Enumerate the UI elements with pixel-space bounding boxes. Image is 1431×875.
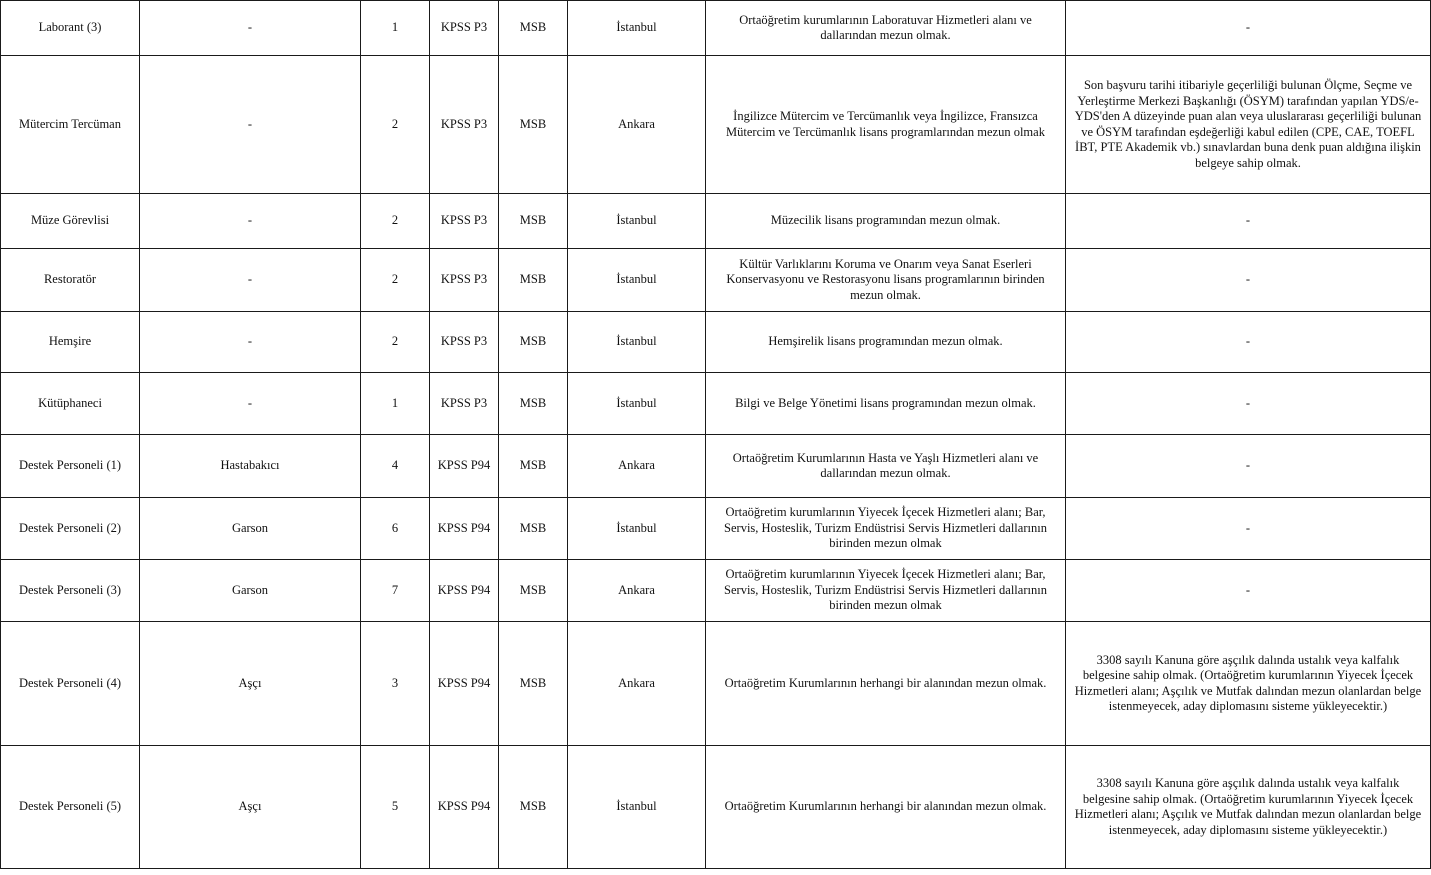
kpss-score-type-cell: KPSS P94 <box>430 498 499 560</box>
education-requirement-cell: Ortaöğretim kurumlarının Laboratuvar Hizmetleri alanı ve dallarından mezun olmak. <box>706 1 1066 56</box>
kpss-score-type-cell: KPSS P3 <box>430 312 499 373</box>
additional-requirement-cell: 3308 sayılı Kanuna göre aşçılık dalında ustalık veya kalfalık belgesine sahip olmak. (Ortaöğretim kurumlarının Yiyecek İçecek Hizmetleri alanı; Aşçılık ve Mutfak dalından mezun olanlardan belge istenmeyecek, aday diplomasını sisteme yükleyecektir.) <box>1066 622 1431 746</box>
kpss-score-type-cell: KPSS P94 <box>430 435 499 498</box>
kpss-score-type-cell: KPSS P94 <box>430 746 499 869</box>
branch-cell: - <box>140 56 361 194</box>
table-row <box>1 194 1431 249</box>
branch-cell: Aşçı <box>140 622 361 746</box>
branch-cell: Garson <box>140 498 361 560</box>
unit-cell: MSB <box>499 249 568 312</box>
table-row <box>1 373 1431 435</box>
branch-cell: Garson <box>140 560 361 622</box>
additional-requirement-cell: - <box>1066 1 1431 56</box>
education-requirement-cell: Bilgi ve Belge Yönetimi lisans programından mezun olmak. <box>706 373 1066 435</box>
position-count-cell: 2 <box>361 194 430 249</box>
table-row <box>1 622 1431 746</box>
city-cell: İstanbul <box>568 746 706 869</box>
position-title-cell: Destek Personeli (1) <box>1 435 140 498</box>
unit-cell: MSB <box>499 560 568 622</box>
branch-cell: - <box>140 312 361 373</box>
branch-cell: - <box>140 249 361 312</box>
kpss-score-type-cell: KPSS P3 <box>430 1 499 56</box>
position-title-cell: Hemşire <box>1 312 140 373</box>
education-requirement-cell: Ortaöğretim Kurumlarının herhangi bir alanından mezun olmak. <box>706 746 1066 869</box>
unit-cell: MSB <box>499 622 568 746</box>
unit-cell: MSB <box>499 498 568 560</box>
position-title-cell: Destek Personeli (2) <box>1 498 140 560</box>
city-cell: İstanbul <box>568 1 706 56</box>
position-count-cell: 2 <box>361 312 430 373</box>
kpss-score-type-cell: KPSS P3 <box>430 56 499 194</box>
table-row <box>1 1 1431 56</box>
additional-requirement-cell: - <box>1066 560 1431 622</box>
branch-cell: Aşçı <box>140 746 361 869</box>
unit-cell: MSB <box>499 373 568 435</box>
unit-cell: MSB <box>499 1 568 56</box>
position-title-cell: Mütercim Tercüman <box>1 56 140 194</box>
city-cell: İstanbul <box>568 312 706 373</box>
position-count-cell: 4 <box>361 435 430 498</box>
table-row <box>1 249 1431 312</box>
position-count-cell: 3 <box>361 622 430 746</box>
city-cell: Ankara <box>568 560 706 622</box>
city-cell: İstanbul <box>568 373 706 435</box>
kpss-score-type-cell: KPSS P94 <box>430 622 499 746</box>
city-cell: İstanbul <box>568 498 706 560</box>
position-title-cell: Destek Personeli (4) <box>1 622 140 746</box>
branch-cell: - <box>140 1 361 56</box>
education-requirement-cell: Ortaöğretim Kurumlarının herhangi bir alanından mezun olmak. <box>706 622 1066 746</box>
unit-cell: MSB <box>499 56 568 194</box>
unit-cell: MSB <box>499 312 568 373</box>
education-requirement-cell: Kültür Varlıklarını Koruma ve Onarım veya Sanat Eserleri Konservasyonu ve Restorasyonu lisans programlarının birinden mezun olmak. <box>706 249 1066 312</box>
city-cell: Ankara <box>568 435 706 498</box>
additional-requirement-cell: Son başvuru tarihi itibariyle geçerliliği bulunan Ölçme, Seçme ve Yerleştirme Merkezi Başkanlığı (ÖSYM) tarafından yapılan YDS/e-YDS'den A düzeyinde puan alan veya uluslararası geçerliliği bulunan ve ÖSYM tarafından eşdeğerliği kabul edilen (CPE, CAE, TOEFL İBT, PTE Akademik vb.) sınavlardan buna denk puan aldığına ilişkin belgeye sahip olmak. <box>1066 56 1431 194</box>
branch-cell: - <box>140 373 361 435</box>
unit-cell: MSB <box>499 194 568 249</box>
position-title-cell: Müze Görevlisi <box>1 194 140 249</box>
city-cell: Ankara <box>568 56 706 194</box>
table-row <box>1 498 1431 560</box>
education-requirement-cell: İngilizce Mütercim ve Tercümanlık veya İngilizce, Fransızca Mütercim ve Tercümanlık lisans programlarından mezun olmak <box>706 56 1066 194</box>
education-requirement-cell: Ortaöğretim kurumlarının Yiyecek İçecek Hizmetleri alanı; Bar, Servis, Hosteslik, Turizm Endüstrisi Servis Hizmetleri dallarının birinden mezun olmak <box>706 498 1066 560</box>
unit-cell: MSB <box>499 746 568 869</box>
education-requirement-cell: Ortaöğretim kurumlarının Yiyecek İçecek Hizmetleri alanı; Bar, Servis, Hosteslik, Turizm Endüstrisi Servis Hizmetleri dallarının birinden mezun olmak <box>706 560 1066 622</box>
kpss-score-type-cell: KPSS P3 <box>430 194 499 249</box>
position-count-cell: 6 <box>361 498 430 560</box>
position-title-cell: Kütüphaneci <box>1 373 140 435</box>
position-count-cell: 7 <box>361 560 430 622</box>
position-count-cell: 2 <box>361 249 430 312</box>
position-count-cell: 2 <box>361 56 430 194</box>
additional-requirement-cell: - <box>1066 435 1431 498</box>
position-title-cell: Destek Personeli (3) <box>1 560 140 622</box>
additional-requirement-cell: - <box>1066 312 1431 373</box>
position-count-cell: 1 <box>361 1 430 56</box>
position-title-cell: Restoratör <box>1 249 140 312</box>
position-title-cell: Laborant (3) <box>1 1 140 56</box>
city-cell: Ankara <box>568 622 706 746</box>
table-row <box>1 435 1431 498</box>
position-count-cell: 5 <box>361 746 430 869</box>
education-requirement-cell: Ortaöğretim Kurumlarının Hasta ve Yaşlı Hizmetleri alanı ve dallarından mezun olmak. <box>706 435 1066 498</box>
table-row <box>1 746 1431 869</box>
additional-requirement-cell: - <box>1066 498 1431 560</box>
education-requirement-cell: Hemşirelik lisans programından mezun olmak. <box>706 312 1066 373</box>
table-row <box>1 560 1431 622</box>
table-body <box>1 1 1431 869</box>
position-count-cell: 1 <box>361 373 430 435</box>
kpss-score-type-cell: KPSS P3 <box>430 373 499 435</box>
kpss-score-type-cell: KPSS P94 <box>430 560 499 622</box>
city-cell: İstanbul <box>568 249 706 312</box>
education-requirement-cell: Müzecilik lisans programından mezun olmak. <box>706 194 1066 249</box>
additional-requirement-cell: - <box>1066 373 1431 435</box>
city-cell: İstanbul <box>568 194 706 249</box>
kpss-score-type-cell: KPSS P3 <box>430 249 499 312</box>
additional-requirement-cell: 3308 sayılı Kanuna göre aşçılık dalında ustalık veya kalfalık belgesine sahip olmak. (Ortaöğretim kurumlarının Yiyecek İçecek Hizmetleri alanı; Aşçılık ve Mutfak dalından mezun olanlardan belge istenmeyecek, aday diplomasını sisteme yükleyecektir.) <box>1066 746 1431 869</box>
additional-requirement-cell: - <box>1066 194 1431 249</box>
position-title-cell: Destek Personeli (5) <box>1 746 140 869</box>
table-row <box>1 56 1431 194</box>
unit-cell: MSB <box>499 435 568 498</box>
branch-cell: - <box>140 194 361 249</box>
branch-cell: Hastabakıcı <box>140 435 361 498</box>
additional-requirement-cell: - <box>1066 249 1431 312</box>
table-row <box>1 312 1431 373</box>
